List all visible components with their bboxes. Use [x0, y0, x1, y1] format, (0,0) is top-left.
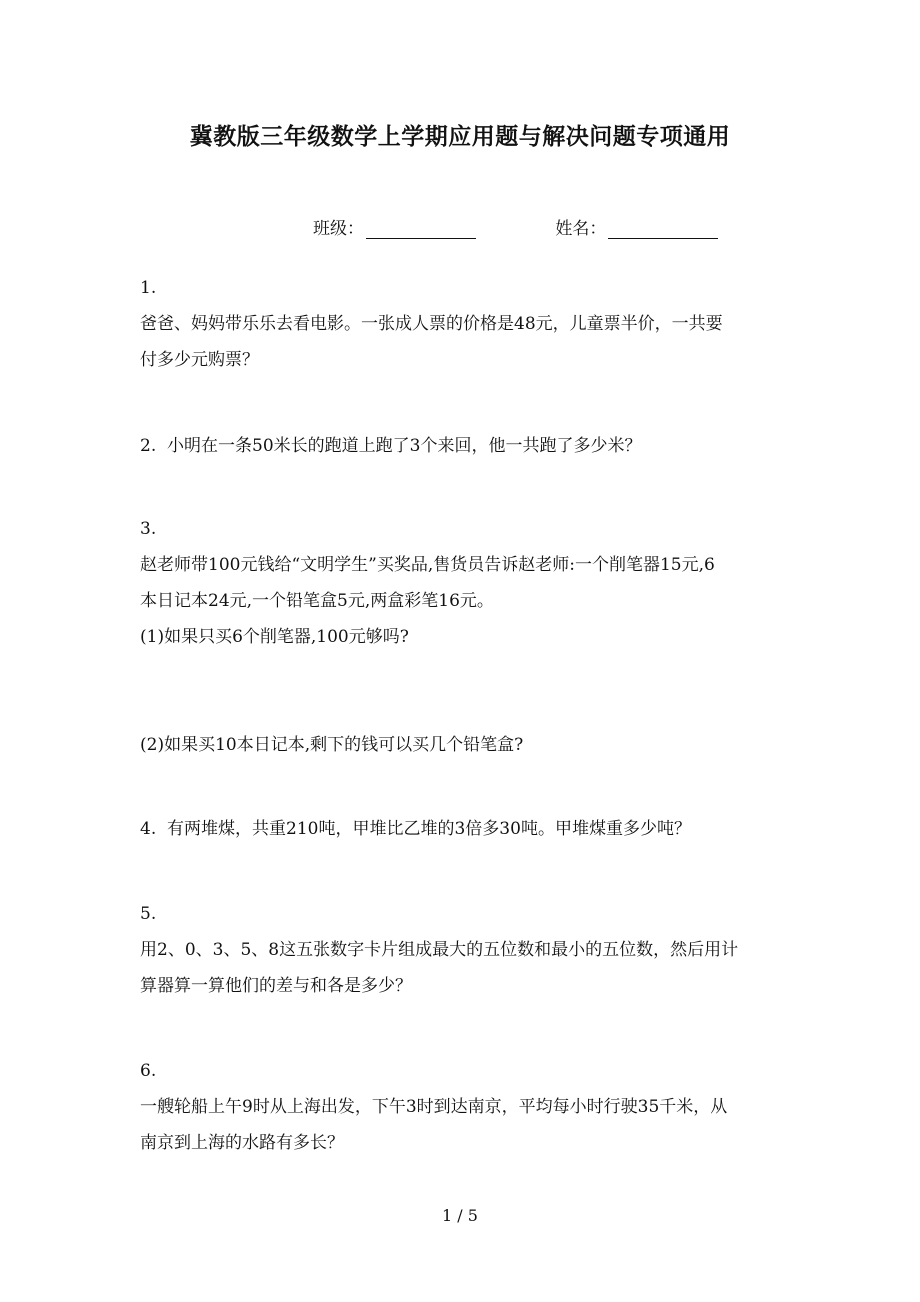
student-info-row [313, 214, 718, 239]
question-5-line-2: 算器算一算他们的差与和各是多少？ [140, 976, 412, 996]
question-1-number: 1. [140, 278, 157, 298]
question-4 [140, 817, 691, 841]
question-6-line-2: 南京到上海的水路有多长？ [140, 1133, 344, 1153]
question-1-line-1: 爸爸、妈妈带乐乐去看电影。一张成人票的价格是48元，儿童票半价，一共要 [140, 314, 723, 334]
class-label: 班级： [313, 219, 364, 239]
question-6-number: 6. [140, 1061, 157, 1081]
question-6-line-1: 一艘轮船上午9时从上海出发，下午3时到达南京，平均每小时行驶35千米，从 [140, 1097, 728, 1117]
page-indicator: 1 / 5 [442, 1206, 478, 1225]
question-5-line-1: 用2、0、3、5、8这五张数字卡片组成最大的五位数和最小的五位数，然后用计 [140, 940, 739, 960]
question-3-line-1: 赵老师带100元钱给“文明学生”买奖品,售货员告诉赵老师:一个削笔器15元,6 [140, 555, 715, 575]
class-field [313, 214, 476, 239]
question-5-number: 5. [140, 904, 157, 924]
question-4-number: 4. [140, 819, 157, 839]
question-3-number: 3. [140, 519, 157, 539]
name-field [555, 214, 718, 239]
question-1-line-2: 付多少元购票？ [140, 350, 259, 370]
class-blank [366, 218, 476, 239]
name-blank [608, 218, 718, 239]
question-3-line-2: 本日记本24元,一个铅笔盒5元,两盒彩笔16元。 [140, 591, 494, 611]
question-4-line-1: 有两堆煤，共重210吨，甲堆比乙堆的3倍多30吨。甲堆煤重多少吨？ [167, 819, 691, 839]
question-2-line-1: 小明在一条50米长的跑道上跑了3个来回，他一共跑了多少米？ [167, 436, 642, 456]
page-title: 冀教版三年级数学上学期应用题与解决问题专项通用 [189, 123, 731, 150]
question-3-sub-1: (1)如果只买6个削笔器,100元够吗? [140, 627, 409, 647]
question-3-sub-2: (2)如果买10本日记本,剩下的钱可以买几个铅笔盒? [140, 735, 524, 755]
name-label: 姓名： [555, 219, 607, 239]
question-2-number: 2. [140, 436, 157, 456]
question-2 [140, 434, 642, 458]
